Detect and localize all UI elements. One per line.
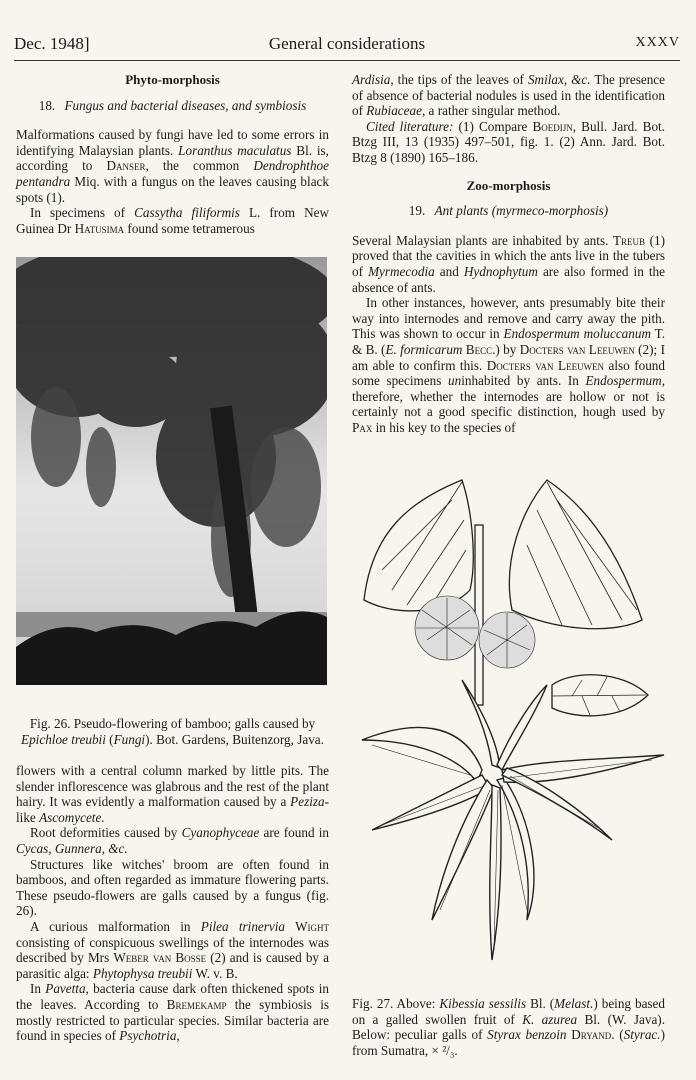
- italic-text: Hydnophytum: [463, 263, 538, 279]
- small-caps-text: Pax: [352, 419, 373, 435]
- paragraph: [16, 857, 329, 919]
- italic-text: Myrmecodia: [368, 263, 435, 279]
- text-run: In specimens of: [30, 205, 135, 221]
- text-run: Structures like witches' broom are often found in bamboos, and often regarded as immature flowering parts. These pseudo-flowers are galls caused by a fungus (fig. 26).: [16, 856, 329, 919]
- cited-literature: [352, 119, 665, 166]
- italic-text: un: [448, 373, 462, 389]
- text-run: W. v. B.: [192, 965, 238, 981]
- italic-text: Rubiaceae: [366, 103, 422, 119]
- text-run: (: [614, 1027, 624, 1043]
- text-run: in his key to the species of: [372, 419, 516, 435]
- italic-text: Ardisia: [352, 72, 391, 87]
- text-run: A curious malformation in: [30, 918, 201, 934]
- italic-text: Cited literature:: [366, 118, 454, 134]
- subsection-title-19: [352, 203, 665, 219]
- paragraph: [16, 205, 329, 236]
- small-caps-text: Bremekamp: [166, 996, 227, 1012]
- text-run: (1) Compare: [453, 118, 533, 134]
- subsection-title-18: [16, 98, 329, 114]
- paragraph: [16, 127, 329, 205]
- text-run: -like: [16, 794, 329, 825]
- text-run: inhabited by ants. In: [461, 373, 586, 389]
- small-caps-text: Wight: [285, 918, 330, 934]
- small-caps-text: Dryand.: [566, 1027, 615, 1043]
- section-title-phyto: Phyto-morphosis: [125, 72, 220, 87]
- text-run: the symbiosis is mostly restricted to particular species. Similar bacteria are found in species of: [16, 996, 329, 1044]
- italic-text: Smilax: [527, 72, 564, 87]
- small-caps-text: Docters van Leeuwen: [519, 341, 635, 357]
- text-run: (2); I am able to confirm this.: [352, 341, 665, 373]
- text-run: , bacteria cause dark often thickened spots in the leaves. According to: [16, 981, 329, 1012]
- text-run: Bl. is, according to: [16, 142, 329, 174]
- text-run: , therefore, whether the internodes are hollow or not is certainly not a good specific distinction, hough used by: [352, 373, 665, 420]
- text-run: T. & B. (: [352, 326, 666, 357]
- italic-text: Cyanophyceae: [181, 825, 260, 841]
- small-caps-text: Docters van Leeuwen: [486, 357, 605, 373]
- text-run: Several Malaysian plants are inhabited by ants.: [352, 232, 613, 248]
- text-run: , the common: [145, 158, 254, 174]
- italic-text: Cassytha filiformis: [134, 205, 240, 221]
- subsection-heading: Fungus and bacterial diseases, and symbiosis: [64, 97, 307, 113]
- small-caps-text: Hatusima: [74, 220, 125, 236]
- italic-text: Dendrophthoe pentandra: [16, 158, 330, 189]
- italic-text: Epichloe treubii: [21, 731, 106, 747]
- italic-text: Pilea trinervia: [200, 918, 286, 934]
- italic-text: Cycas, Gunnera, &c.: [16, 840, 128, 856]
- text-run: are also formed in the absence of ants.: [352, 263, 665, 295]
- text-run: ) being based on a galled swollen fruit of: [352, 996, 666, 1027]
- italic-text: Styrac.: [623, 1027, 661, 1043]
- small-caps-text: Becc.: [462, 341, 496, 357]
- text-run: ,: [563, 72, 572, 87]
- text-run: Malformations caused by fungi have led to some errors in identifying Malaysian plants.: [16, 127, 329, 158]
- italic-text: Loranthus maculatus: [178, 142, 292, 158]
- running-header: [14, 32, 680, 61]
- text-run: flowers with a central column marked by little pits. The slender inflorescence was glabrous and the rest of the plant hairy. It was evidently a malformation caused by a: [16, 763, 329, 810]
- text-run: Miq. with a fungus on the leaves causing black spots (1).: [16, 173, 329, 205]
- small-caps-text: Danser: [106, 158, 146, 174]
- text-run: Root deformities caused by: [30, 825, 182, 841]
- text-run: Bl. (W. Java). Below: peculiar galls of: [352, 1011, 665, 1043]
- text-run: found some tetramerous: [124, 220, 255, 236]
- paragraph: [16, 763, 329, 825]
- text-run: ). Bot. Gardens, Buitenzorg, Java.: [145, 731, 324, 747]
- italic-text: &c.: [571, 72, 591, 87]
- italic-text: Kibessia sessilis: [439, 996, 527, 1012]
- text-run: The presence of absence of bacterial nodules is used in the identification of: [352, 72, 666, 119]
- subsection-number: 19.: [408, 203, 426, 219]
- left-column-bottom: [16, 763, 329, 1044]
- italic-text: Melast.: [554, 996, 594, 1012]
- paragraph: [16, 825, 329, 856]
- header-page-number: XXXV: [635, 35, 680, 50]
- header-date: Dec. 1948]: [14, 34, 90, 53]
- text-run: consisting of conspicuous swellings of the internodes was described by Mrs: [16, 934, 329, 966]
- small-caps-text: Treub: [612, 232, 646, 248]
- italic-text: Ascomycete.: [39, 809, 105, 825]
- text-run: Bl. (: [526, 996, 555, 1012]
- text-run: (1) proved that the cavities in which the ants live in the tubers of: [352, 232, 665, 279]
- paragraph: [352, 295, 665, 435]
- text-run: L. from New Guinea Dr: [16, 205, 329, 236]
- italic-text: Phytophysa treubii: [92, 965, 193, 981]
- italic-text: Pavetta: [45, 981, 86, 997]
- paragraph: [352, 233, 665, 295]
- paragraph: [16, 981, 329, 1043]
- galls-drawing: [352, 470, 668, 970]
- text-run: Fig. 27. Above:: [352, 996, 440, 1012]
- text-run: In: [30, 981, 46, 997]
- text-run: (: [105, 731, 114, 747]
- text-run: are found in: [259, 825, 330, 841]
- header-title: General considerations: [268, 34, 426, 53]
- text-run: ) by: [495, 341, 520, 357]
- italic-text: Endospermum: [585, 373, 662, 389]
- italic-text: Styrax benzoin: [487, 1027, 567, 1043]
- italic-text: Fungi: [113, 731, 146, 747]
- text-run: , the tips of the leaves of: [390, 72, 528, 87]
- text-run: (2) and is caused by a parasitic alga:: [16, 950, 329, 981]
- text-run: In other instances, however, ants presumably bite their way into internodes and remove and carry away the pith. This was shown to occur in: [352, 295, 665, 342]
- italic-text: Endospermum moluccanum: [503, 326, 651, 342]
- left-column-top: [16, 72, 329, 236]
- figure-27-caption: [352, 996, 665, 1058]
- small-caps-text: Weber van Bosse: [113, 950, 207, 966]
- italic-text: Peziza: [290, 794, 325, 810]
- text-run: ) from Sumatra, × ²/₃.: [352, 1027, 665, 1058]
- text-run: , Bull. Jard. Bot. Btzg III, 13 (1935) 497–501, fig. 1. (2) Ann. Jard. Bot. Btzg 8 (1890) 165–186.: [352, 118, 666, 165]
- subsection-heading: Ant plants (myrmeco-morphosis): [434, 203, 609, 219]
- subsection-number: 18.: [38, 97, 56, 113]
- paragraph: [352, 72, 665, 119]
- right-column-top: [352, 72, 665, 435]
- text-run: and: [434, 263, 464, 279]
- italic-text: K. azurea: [522, 1011, 578, 1027]
- paragraph: [16, 919, 329, 981]
- bamboo-photograph: [16, 257, 327, 685]
- figure-26-caption: [16, 716, 329, 747]
- section-title-zoo: Zoo-morphosis: [466, 177, 551, 193]
- text-run: , a rather singular method.: [421, 103, 561, 119]
- italic-text: E. formicarum: [385, 341, 463, 357]
- text-run: also found some specimens: [352, 357, 665, 389]
- small-caps-text: Boedijn: [532, 118, 573, 134]
- text-run: Fig. 26. Pseudo-flowering of bamboo; galls caused by: [29, 716, 316, 732]
- italic-text: Psychotria,: [119, 1028, 180, 1044]
